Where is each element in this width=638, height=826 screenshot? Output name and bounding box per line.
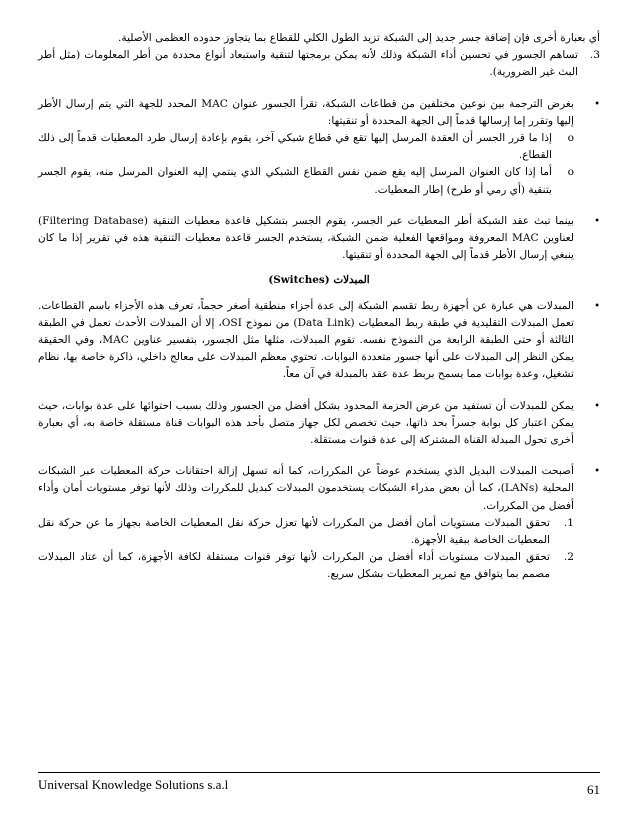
intro-paragraph: أي بعبارة أخرى فإن إضافة جسر جديد إلى الشبكة تزيد الطول الكلي للقطاع بما يتجاوز حدوده العظمى الأصلية. — [118, 32, 600, 44]
sub-bullet-text: أما إذا كان العنوان المرسل إليه يقع ضمن نفس القطاع الشبكي الذي ينتمي إليه العنوان المرسل منه، يقوم الجسر بتنقية (أي رمي أو طرح) إطار المعطيات. — [38, 166, 552, 196]
bullet-item — [38, 213, 600, 265]
bullet-icon: • — [594, 300, 600, 312]
section-heading: المبدلات (Switches) — [268, 274, 370, 287]
item-text: تساهم الجسور في تحسين أداء الشبكة وذلك لأنه يمكن برمجتها لتنقية واستبعاد أنواع محددة من أطر المعلومات (مثل أطر البث غير الضرورية). — [38, 49, 578, 79]
document-page — [38, 30, 600, 766]
numbered-sub-item — [38, 515, 600, 549]
item-text: تحقق المبدلات مستويات أداء أفضل من المكررات لأنها توفر قنوات مستقلة لكافة الأجهزة، كما أن عتاد المبدلات مصمم بما يتوافق مع تمرير المعطيات بشكل سريع. — [38, 551, 550, 581]
numbered-item-3 — [38, 47, 600, 81]
bullet-text: يمكن للمبدلات أن تستفيد من عرض الحزمة المحدود بشكل أفضل من الجسور وذلك بسبب احتوائها على عدة بوابات، حيث يمكن اعتبار كل بوابة جسراً بحد ذاتها، حيث تخصص لكل جهاز متصل بأحد هذه البوابات قناة مستقلة خاصة به، أي بعبارة أخرى تحول المبدلة القناة المشتركة إلى عدة قنوات مستقلة. — [38, 399, 574, 447]
bullet-icon: • — [594, 466, 600, 478]
bullet-text: المبدلات هي عبارة عن أجهزة ربط تقسم الشبكة إلى عدة أجزاء منطقية أصغر حجماً، تعرف هذه الأجزاء باسم القطاعات. تعمل المبدلات التقليدية في طبقة ربط المعطيات (Data Link) من نموذج OSI، إلا أن المبدلات الأحدث تعمل في الطبقة الثالثة أو حتى الطبقة الرابعة من النموذج نفسه. تقوم المبدلات، مثلها مثل الجسور، بتفسير عناوين MAC، وفي الحقيقة يمكن النظر إلى المبدلات على أنها جسور متعددة البوابات. تحتوي معظم المبدلات على معالج داخلي، ذاكرة خاصة بها، نظام تشغيل، وعدة بوابات مما يسمح بربط عدة عقد بالمبدلة في آن معاً. — [38, 299, 574, 381]
sub-bullet-item — [38, 164, 600, 198]
footer-divider — [38, 772, 600, 773]
bullet-icon: • — [594, 215, 600, 227]
bullet-text: بينما تبث عقد الشبكة أطر المعطيات عبر الجسر، يقوم الجسر بتشكيل قاعدة معطيات التنقية (Filtering Database) لعناوين MAC المعروفة ومواقعها الفعلية ضمن الشبكة، يستخدم الجسر قاعدة معطيات التنقية هذه في تقرير إذا ما كان ينبغي إرسال الأطر قدماً إلى الجهة المحددة أو تنقيتها. — [38, 214, 574, 262]
sub-bullet-text: إذا ما قرر الجسر أن العقدة المرسل إليها تقع في قطاع شبكي آخر، يقوم بإعادة إرسال طرد المعطيات قدماً إلى ذلك القطاع. — [38, 132, 552, 162]
circle-bullet-icon: o — [567, 166, 574, 179]
numbered-sub-item — [38, 549, 600, 583]
circle-bullet-icon: o — [567, 132, 574, 145]
bullet-item — [38, 398, 600, 450]
bullet-text: أصبحت المبدلات البديل الذي يستخدم عوضاً عن المكررات، كما أنه تسهل إزالة احتقانات حركة المعطيات عبر الشبكات المحلية (LANs)، كما أن بعض مدراء الشبكات يستخدمون المبدلات كبديل للمكررات وذلك لأنها توفر مستويات أمان وأداء أفضل من المكررات. — [38, 465, 574, 512]
bullet-item — [38, 463, 600, 515]
item-number: 2. — [563, 551, 574, 564]
bullet-icon: • — [594, 400, 600, 412]
bullet-text: بغرض الترجمة بين نوعين مختلفين من قطاعات الشبكة، تقرأ الجسور عنوان MAC المحدد للجهة التي يتم إرسال الأطر إليها وتقرر إما إرسالها قدماً إلى الجهة المحددة أو تنقيتها: — [38, 97, 574, 127]
bullet-item — [38, 96, 600, 130]
item-number: 3. — [589, 49, 600, 62]
sub-bullet-item — [38, 130, 600, 164]
bullet-icon: • — [594, 98, 600, 110]
item-text: تحقق المبدلات مستويات أمان أفضل من المكررات لأنها تعزل حركة نقل المعطيات الخاصة بجهاز ما عن حركة نقل المعطيات الخاصة ببقية الأجهزة. — [38, 516, 550, 547]
footer-company: Universal Knowledge Solutions s.a.l — [38, 777, 229, 792]
page-number: 61 — [587, 782, 600, 797]
item-number: 1. — [563, 516, 574, 529]
bullet-item — [38, 298, 600, 384]
